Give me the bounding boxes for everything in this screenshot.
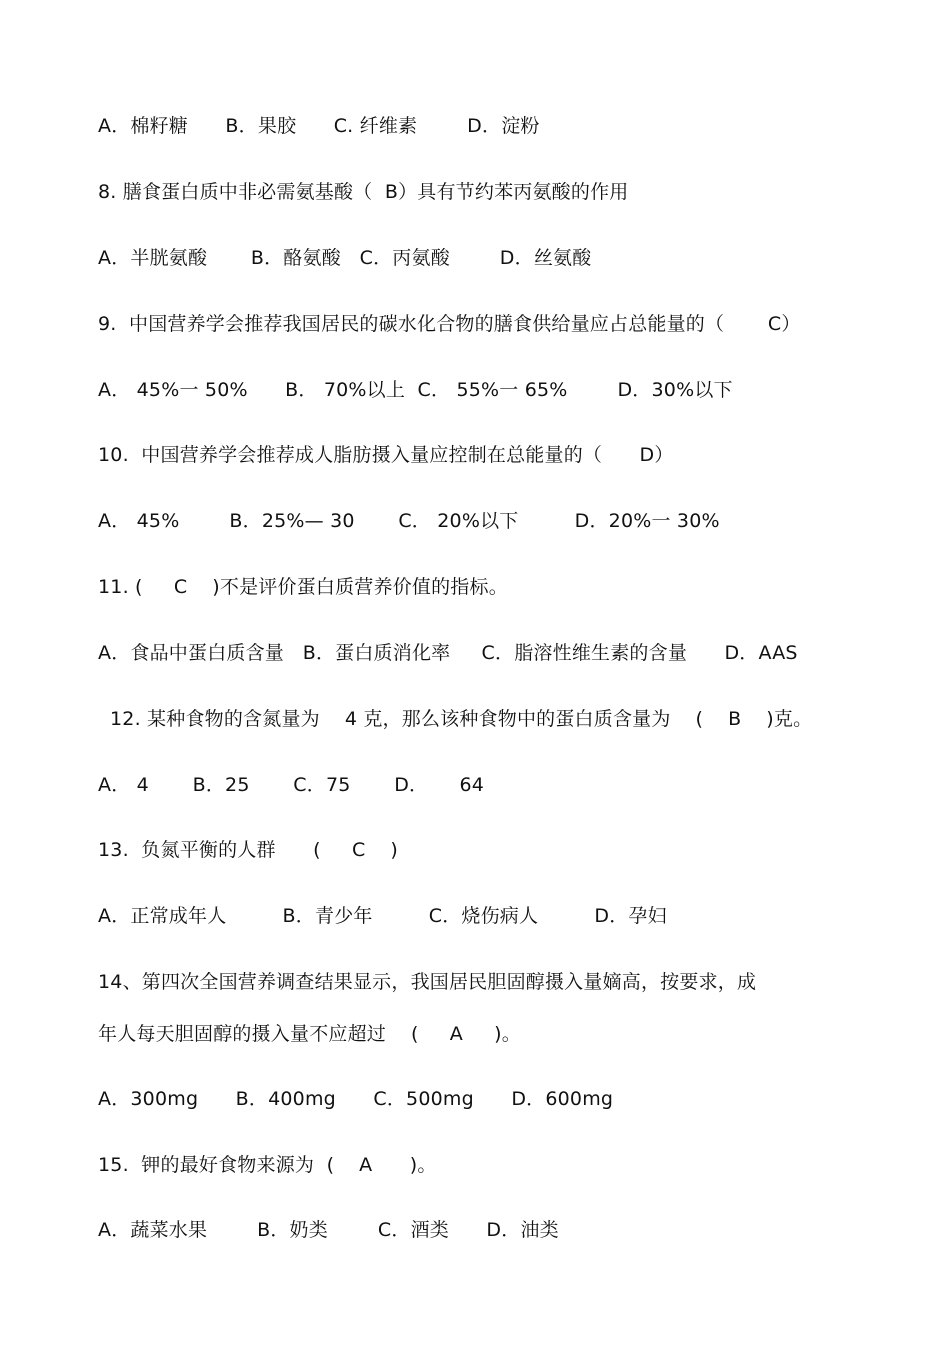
q15-question: 15. 钾的最好食物来源为 ( A )。 [98,1154,437,1176]
q9-question: 9. 中国营养学会推荐我国居民的碳水化合物的膳食供给量应占总能量的（ C） [98,313,801,335]
q14-question-line2: 年人每天胆固醇的摄入量不应超过 ( A )。 [98,1023,521,1045]
q9-options: A． 45%一 50% B． 70%以上 C． 55%一 65% D．30%以下 [98,379,733,401]
q14-question-line1: 14、第四次全国营养调查结果显示，我国居民胆固醇摄入量嫡高，按要求，成 [98,971,757,993]
q15-options: A．蔬菜水果 B．奶类 C．酒类 D．油类 [98,1219,559,1241]
q10-question: 10. 中国营养学会推荐成人脂肪摄入量应控制在总能量的（ D） [98,444,674,466]
q11-options: A．食品中蛋白质含量 B．蛋白质消化率 C．脂溶性维生素的含量 D．AAS [98,642,798,664]
q10-options: A． 45% B．25%— 30 C． 20%以下 D．20%一 30% [98,510,720,532]
q7-options: A．棉籽糖 B．果胶 C. 纤维素 D．淀粉 [98,115,540,137]
q12-options: A． 4 B．25 C．75 D． 64 [98,774,485,796]
q12-question: 12. 某种食物的含氮量为 4 克，那么该种食物中的蛋白质含量为 ( B )克。 [110,708,813,730]
q14-options: A．300mg B．400mg C．500mg D．600mg [98,1088,614,1110]
q13-options: A．正常成年人 B．青少年 C．烧伤病人 D．孕妇 [98,905,667,927]
q13-question: 13. 负氮平衡的人群 ( C ) [98,839,398,861]
q11-question: 11. ( C )不是评价蛋白质营养价值的指标。 [98,576,508,598]
q8-question: 8. 膳食蛋白质中非必需氨基酸（ B）具有节约苯丙氨酸的作用 [98,181,629,203]
q8-options: A．半胱氨酸 B．酪氨酸 C．丙氨酸 D．丝氨酸 [98,247,592,269]
